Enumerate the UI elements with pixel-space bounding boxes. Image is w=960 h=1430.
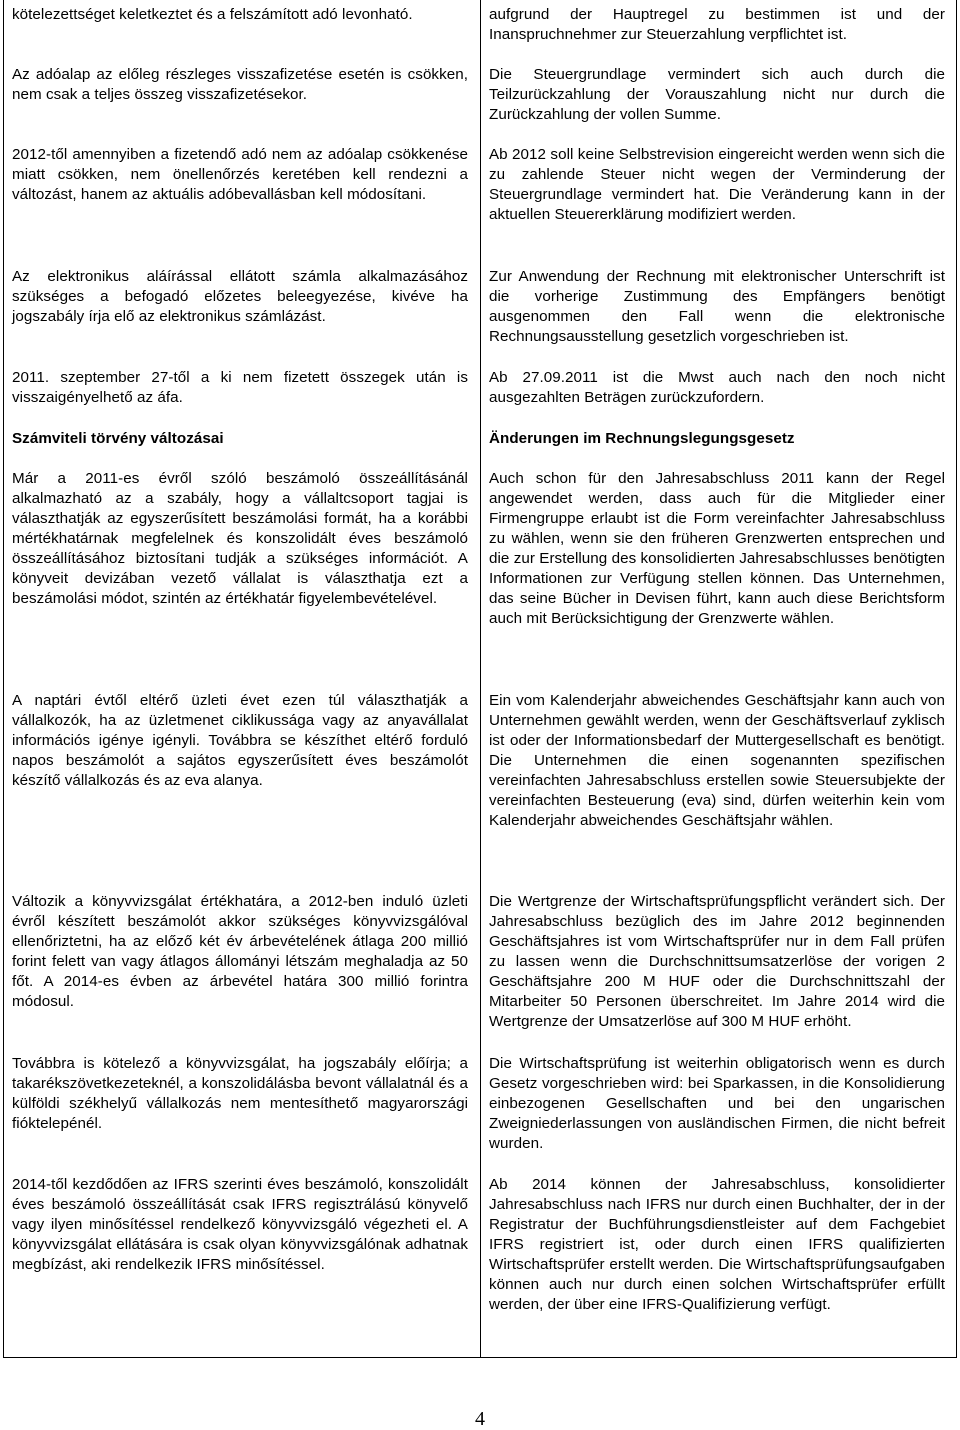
de-paragraph-6: Auch schon für den Jahresabschluss 2011 kann der Regel angewendet werden, dass auch für die Mitglieder einer Firmengruppe erlaubt ist die Form vereinfachter Jahresabschluss zu wählen, wenn sie den früheren Grenzwerten entsprechen und die zur Erstellung des konsolidierten Jahresabschlusses benötigten Informationen zur Verfügung stellen können. Das Unternehmen, das seine Bücher in Devisen führt, kann auch diese Berichtsform auch mit Berücksichtigung der Grenzwerte wählen. [489, 470, 945, 627]
de-paragraph-3: Ab 2012 soll keine Selbstrevision eingereicht werden wenn sich die zu zahlende Steuer nicht wegen der Verminderung der Steuergrundlage vermindert hat. Die Veränderung kann in der aktuellen Steuererklärung modifiziert werden. [489, 146, 945, 223]
de-paragraph-10: Ab 2014 können der Jahresabschluss, konsolidierter Jahresabschluss nach IFRS nur durch einen Buchhalter, der in der Registratur der Buchführungsdienstleister auf dem Fachgebiet IFRS registriert ist, oder durch einen IFRS qualifizierten Wirtschaftsprüfer erstellt werden. Die Wirtschaftsprüfungsaufgaben können auch nur durch einen solchen Wirtschaftsprüfer erfüllt werden, der über eine IFRS-Qualifizierung verfügt. [489, 1176, 945, 1313]
hu-paragraph-10: 2014-től kezdődően az IFRS szerinti éves beszámoló, konszolidált éves beszámoló összeállítását csak IFRS regisztrálású könyvelő vagy ilyen minősítéssel rendelkező könyvvizsgáló végezheti el. A könyvvizsgálat ellátására is csak olyan könyvvizsgálónak adhatnak megbízást, aki rendelkezik IFRS minősítéssel. [12, 1176, 468, 1273]
hu-paragraph-9: Továbbra is kötelező a könyvvizsgálat, ha jogszabály előírja; a takarékszövetkezeteknél, a konszolidálásba bevont vállalatnál és a külföldi székhelyű vállalkozás nem mentesíthető magyarországi fióktelepénél. [12, 1055, 468, 1132]
de-section-heading: Änderungen im Rechnungslegungsgesetz [489, 430, 795, 447]
hu-paragraph-8: Változik a könyvvizsgálat értékhatára, a 2012-ben induló üzleti évről készített beszámolót akkor szükséges könyvvizsgálóval ellenőriztetni, ha az előző két év árbevételének átlaga 200 millió forint felett van vagy átlagos állományi létszám meghaladja az 50 főt. A 2014-es évben az árbevétel határa 300 millió forintra módosul. [12, 893, 468, 1010]
hu-paragraph-2: Az adóalap az előleg részleges visszafizetése esetén is csökken, nem csak a teljes összeg visszafizetésekor. [12, 66, 468, 103]
de-paragraph-1: aufgrund der Hauptregel zu bestimmen ist und der Inanspruchnehmer zur Steuerzahlung verpflichtet ist. [489, 6, 945, 43]
de-paragraph-5: Ab 27.09.2011 ist die Mwst auch nach den noch nicht ausgezahlten Beträgen zurückzufordern. [489, 369, 945, 406]
de-paragraph-2: Die Steuergrundlage vermindert sich auch durch die Teilzurückzahlung der Vorauszahlung nicht nur durch die Zurückzahlung der vollen Summe. [489, 66, 945, 123]
de-paragraph-4: Zur Anwendung der Rechnung mit elektronischer Unterschrift ist die vorherige Zustimmung des Empfängers benötigt ausgenommen den Fall wenn die elektronische Rechnungsausstellung gesetzlich vorgeschrieben ist. [489, 268, 945, 345]
de-paragraph-8: Die Wertgrenze der Wirtschaftsprüfungspflicht verändert sich. Der Jahresabschluss bezüglich des im Jahre 2012 beginnenden Geschäftsjahres ist vom Wirtschaftsprüfer nur in dem Fall prüfen zu lassen wenn die Durchschnittsumsatzerlöse der vorigen 2 Geschäftsjahre 200 M HUF oder die Durchschnittszahl der Mitarbeiter 50 Personen überschreitet. Im Jahre 2014 wird die Wertgrenze der Umsatzerlöse auf 300 M HUF erhöht. [489, 893, 945, 1030]
hu-paragraph-5: 2011. szeptember 27-től a ki nem fizetett összegek után is visszaigényelhető az áfa. [12, 369, 468, 406]
hu-paragraph-1: kötelezettséget keletkeztet és a felszámított adó levonható. [12, 6, 413, 23]
hu-section-heading: Számviteli törvény változásai [12, 430, 224, 447]
german-column [481, 0, 958, 1357]
page-number: 4 [475, 1408, 485, 1430]
hungarian-column [4, 0, 481, 1357]
bilingual-table [3, 0, 957, 1358]
de-paragraph-7: Ein vom Kalenderjahr abweichendes Geschäftsjahr kann auch von Unternehmen gewählt werden, wenn der Geschäftsverlauf zyklisch ist oder der Informationsbedarf der Muttergesellschaft es benötigt. Die Unternehmen die einen sogenannten spezifischen vereinfachten Jahresabschluss erstellen sowie Steuersubjekte der vereinfachten Besteuerung (eva) sind, dürfen weiterhin kein vom Kalenderjahr abweichendes Geschäftsjahr wählen. [489, 692, 945, 829]
hu-paragraph-7: A naptári évtől eltérő üzleti évet ezen túl választhatják a vállalkozók, ha az üzletmenet ciklikussága vagy az anyavállalat információs igénye igényli. Továbbra se készíthet eltérő forduló napos beszámolót a sajátos egyszerűsített éves beszámolót készítő vállalkozás és az eva alanya. [12, 692, 468, 789]
de-paragraph-9: Die Wirtschaftsprüfung ist weiterhin obligatorisch wenn es durch Gesetz vorgeschrieben wird: bei Sparkassen, in die Konsolidierung einbezogenen Gesellschaften und bei den ungarischen Zweigniederlassungen von ausländischen Firmen, die nicht befreit wurden. [489, 1055, 945, 1152]
hu-paragraph-3: 2012-től amennyiben a fizetendő adó nem az adóalap csökkenése miatt csökken, nem önellenőrzés keretében kell rendezni a változást, hanem az aktuális adóbevallásban kell módosítani. [12, 146, 468, 203]
hu-paragraph-6: Már a 2011-es évről szóló beszámoló összeállításánál alkalmazható az a szabály, hogy a vállaltcsoport tagjai is választhatják az egyszerűsített beszámolási formát, ha a korábbi mértékhatárnak megfelelnek és konszolidált éves beszámoló összeállításához biztosítani tudják a szükséges információt. A könyveit devizában vezető vállalat is választhatja ezt a beszámolási módot, szintén az értékhatár figyelembevételével. [12, 470, 468, 607]
hu-paragraph-4: Az elektronikus aláírással ellátott számla alkalmazásához szükséges a befogadó előzetes beleegyezése, kivéve ha jogszabály írja elő az elektronikus számlázást. [12, 268, 468, 325]
